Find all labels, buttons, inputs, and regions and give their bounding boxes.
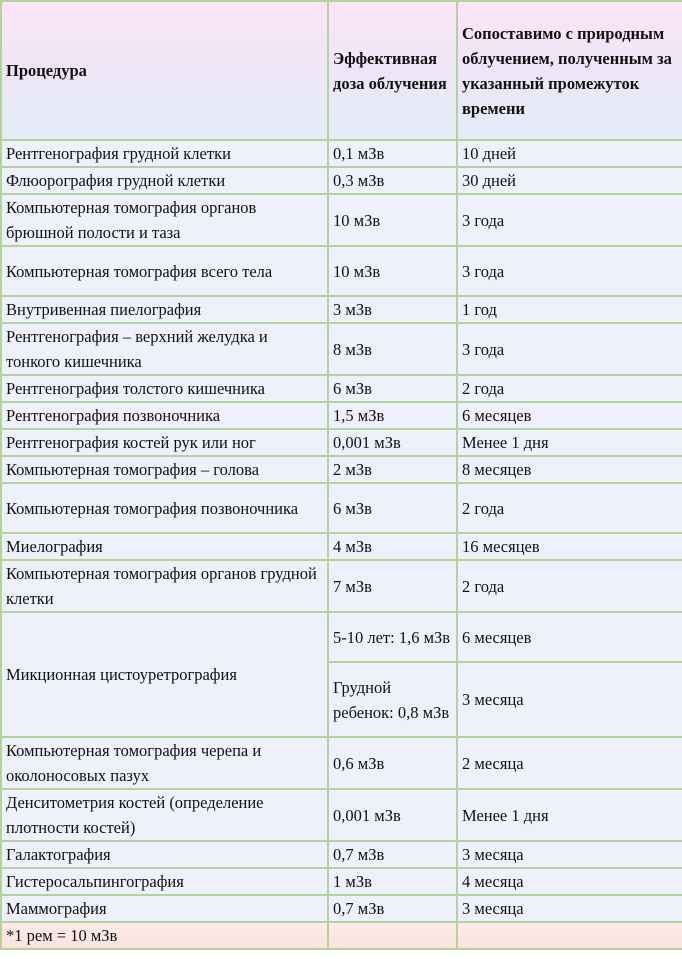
procedure-cell: Рентгенография толстого кишечника	[1, 375, 328, 402]
footnote: *1 рем = 10 мЗв	[1, 922, 328, 949]
table-row	[1, 429, 682, 456]
procedure-cell: Гистеросальпингография	[1, 868, 328, 895]
equivalent-cell: 16 месяцев	[457, 533, 682, 560]
dose-cell: 6 мЗв	[328, 375, 457, 402]
table-row	[1, 323, 682, 375]
equivalent-cell: Менее 1 дня	[457, 429, 682, 456]
empty-cell	[457, 922, 682, 949]
table-row	[1, 194, 682, 246]
equivalent-cell: 3 года	[457, 323, 682, 375]
table-row	[1, 402, 682, 429]
dose-cell: 0,1 мЗв	[328, 140, 457, 167]
dose-cell: 10 мЗв	[328, 194, 457, 246]
table-row	[1, 167, 682, 194]
table-row	[1, 895, 682, 922]
equivalent-cell: 2 года	[457, 375, 682, 402]
equivalent-cell: 1 год	[457, 296, 682, 323]
table-row	[1, 612, 682, 662]
dose-cell: 7 мЗв	[328, 560, 457, 612]
procedure-cell: Микционная цистоуретрография	[1, 612, 328, 737]
dose-cell: 0,7 мЗв	[328, 841, 457, 868]
procedure-cell: Внутривенная пиелография	[1, 296, 328, 323]
procedure-cell: Компьютерная томография органов грудной клетки	[1, 560, 328, 612]
procedure-cell: Компьютерная томография черепа и околоносовых пазух	[1, 737, 328, 789]
equivalent-cell: 2 года	[457, 560, 682, 612]
procedure-cell: Денситометрия костей (определение плотности костей)	[1, 789, 328, 841]
table-row	[1, 296, 682, 323]
procedure-cell: Рентгенография – верхний желудка и тонкого кишечника	[1, 323, 328, 375]
header-dose: Эффективная доза облучения	[328, 1, 457, 140]
equivalent-cell: 3 месяца	[457, 895, 682, 922]
equivalent-cell: 3 года	[457, 194, 682, 246]
empty-cell	[328, 922, 457, 949]
equivalent-cell: Менее 1 дня	[457, 789, 682, 841]
equivalent-cell: 6 месяцев	[457, 612, 682, 662]
equivalent-cell: 3 месяца	[457, 841, 682, 868]
equivalent-cell: 6 месяцев	[457, 402, 682, 429]
dose-cell: 1,5 мЗв	[328, 402, 457, 429]
dose-cell: 3 мЗв	[328, 296, 457, 323]
table-row	[1, 737, 682, 789]
procedure-cell: Рентгенография грудной клетки	[1, 140, 328, 167]
dose-cell: 0,3 мЗв	[328, 167, 457, 194]
equivalent-cell: 3 месяца	[457, 662, 682, 737]
dose-cell: 2 мЗв	[328, 456, 457, 483]
equivalent-cell: 3 года	[457, 246, 682, 296]
table-row	[1, 140, 682, 167]
dose-cell: 0,7 мЗв	[328, 895, 457, 922]
table-row	[1, 483, 682, 533]
procedure-cell: Флюорография грудной клетки	[1, 167, 328, 194]
dose-cell: 0,6 мЗв	[328, 737, 457, 789]
dose-cell: 0,001 мЗв	[328, 789, 457, 841]
dose-cell: 5-10 лет: 1,6 мЗв	[328, 612, 457, 662]
table-row	[1, 456, 682, 483]
header-row	[1, 1, 682, 140]
table-row	[1, 841, 682, 868]
equivalent-cell: 30 дней	[457, 167, 682, 194]
equivalent-cell: 4 месяца	[457, 868, 682, 895]
equivalent-cell: 10 дней	[457, 140, 682, 167]
dose-cell: 8 мЗв	[328, 323, 457, 375]
table-row	[1, 868, 682, 895]
procedure-cell: Компьютерная томография всего тела	[1, 246, 328, 296]
equivalent-cell: 2 месяца	[457, 737, 682, 789]
equivalent-cell: 2 года	[457, 483, 682, 533]
table-row	[1, 375, 682, 402]
procedure-cell: Компьютерная томография – голова	[1, 456, 328, 483]
dose-cell: 10 мЗв	[328, 246, 457, 296]
dose-cell: 6 мЗв	[328, 483, 457, 533]
equivalent-cell: 8 месяцев	[457, 456, 682, 483]
dose-cell: 1 мЗв	[328, 868, 457, 895]
procedure-cell: Миелография	[1, 533, 328, 560]
procedure-cell: Компьютерная томография органов брюшной полости и таза	[1, 194, 328, 246]
table-row	[1, 533, 682, 560]
procedure-cell: Рентгенография костей рук или ног	[1, 429, 328, 456]
header-equivalent: Сопоставимо с природным облучением, полученным за указанный промежуток времени	[457, 1, 682, 140]
procedure-cell: Компьютерная томография позвоночника	[1, 483, 328, 533]
procedure-cell: Маммография	[1, 895, 328, 922]
dose-cell: 4 мЗв	[328, 533, 457, 560]
table-row	[1, 789, 682, 841]
table-row	[1, 246, 682, 296]
dose-cell: 0,001 мЗв	[328, 429, 457, 456]
procedure-cell: Галактография	[1, 841, 328, 868]
procedure-cell: Рентгенография позвоночника	[1, 402, 328, 429]
table-row	[1, 560, 682, 612]
header-procedure: Процедура	[1, 1, 328, 140]
dose-cell: Грудной ребенок: 0,8 мЗв	[328, 662, 457, 737]
footnote-row	[1, 922, 682, 949]
